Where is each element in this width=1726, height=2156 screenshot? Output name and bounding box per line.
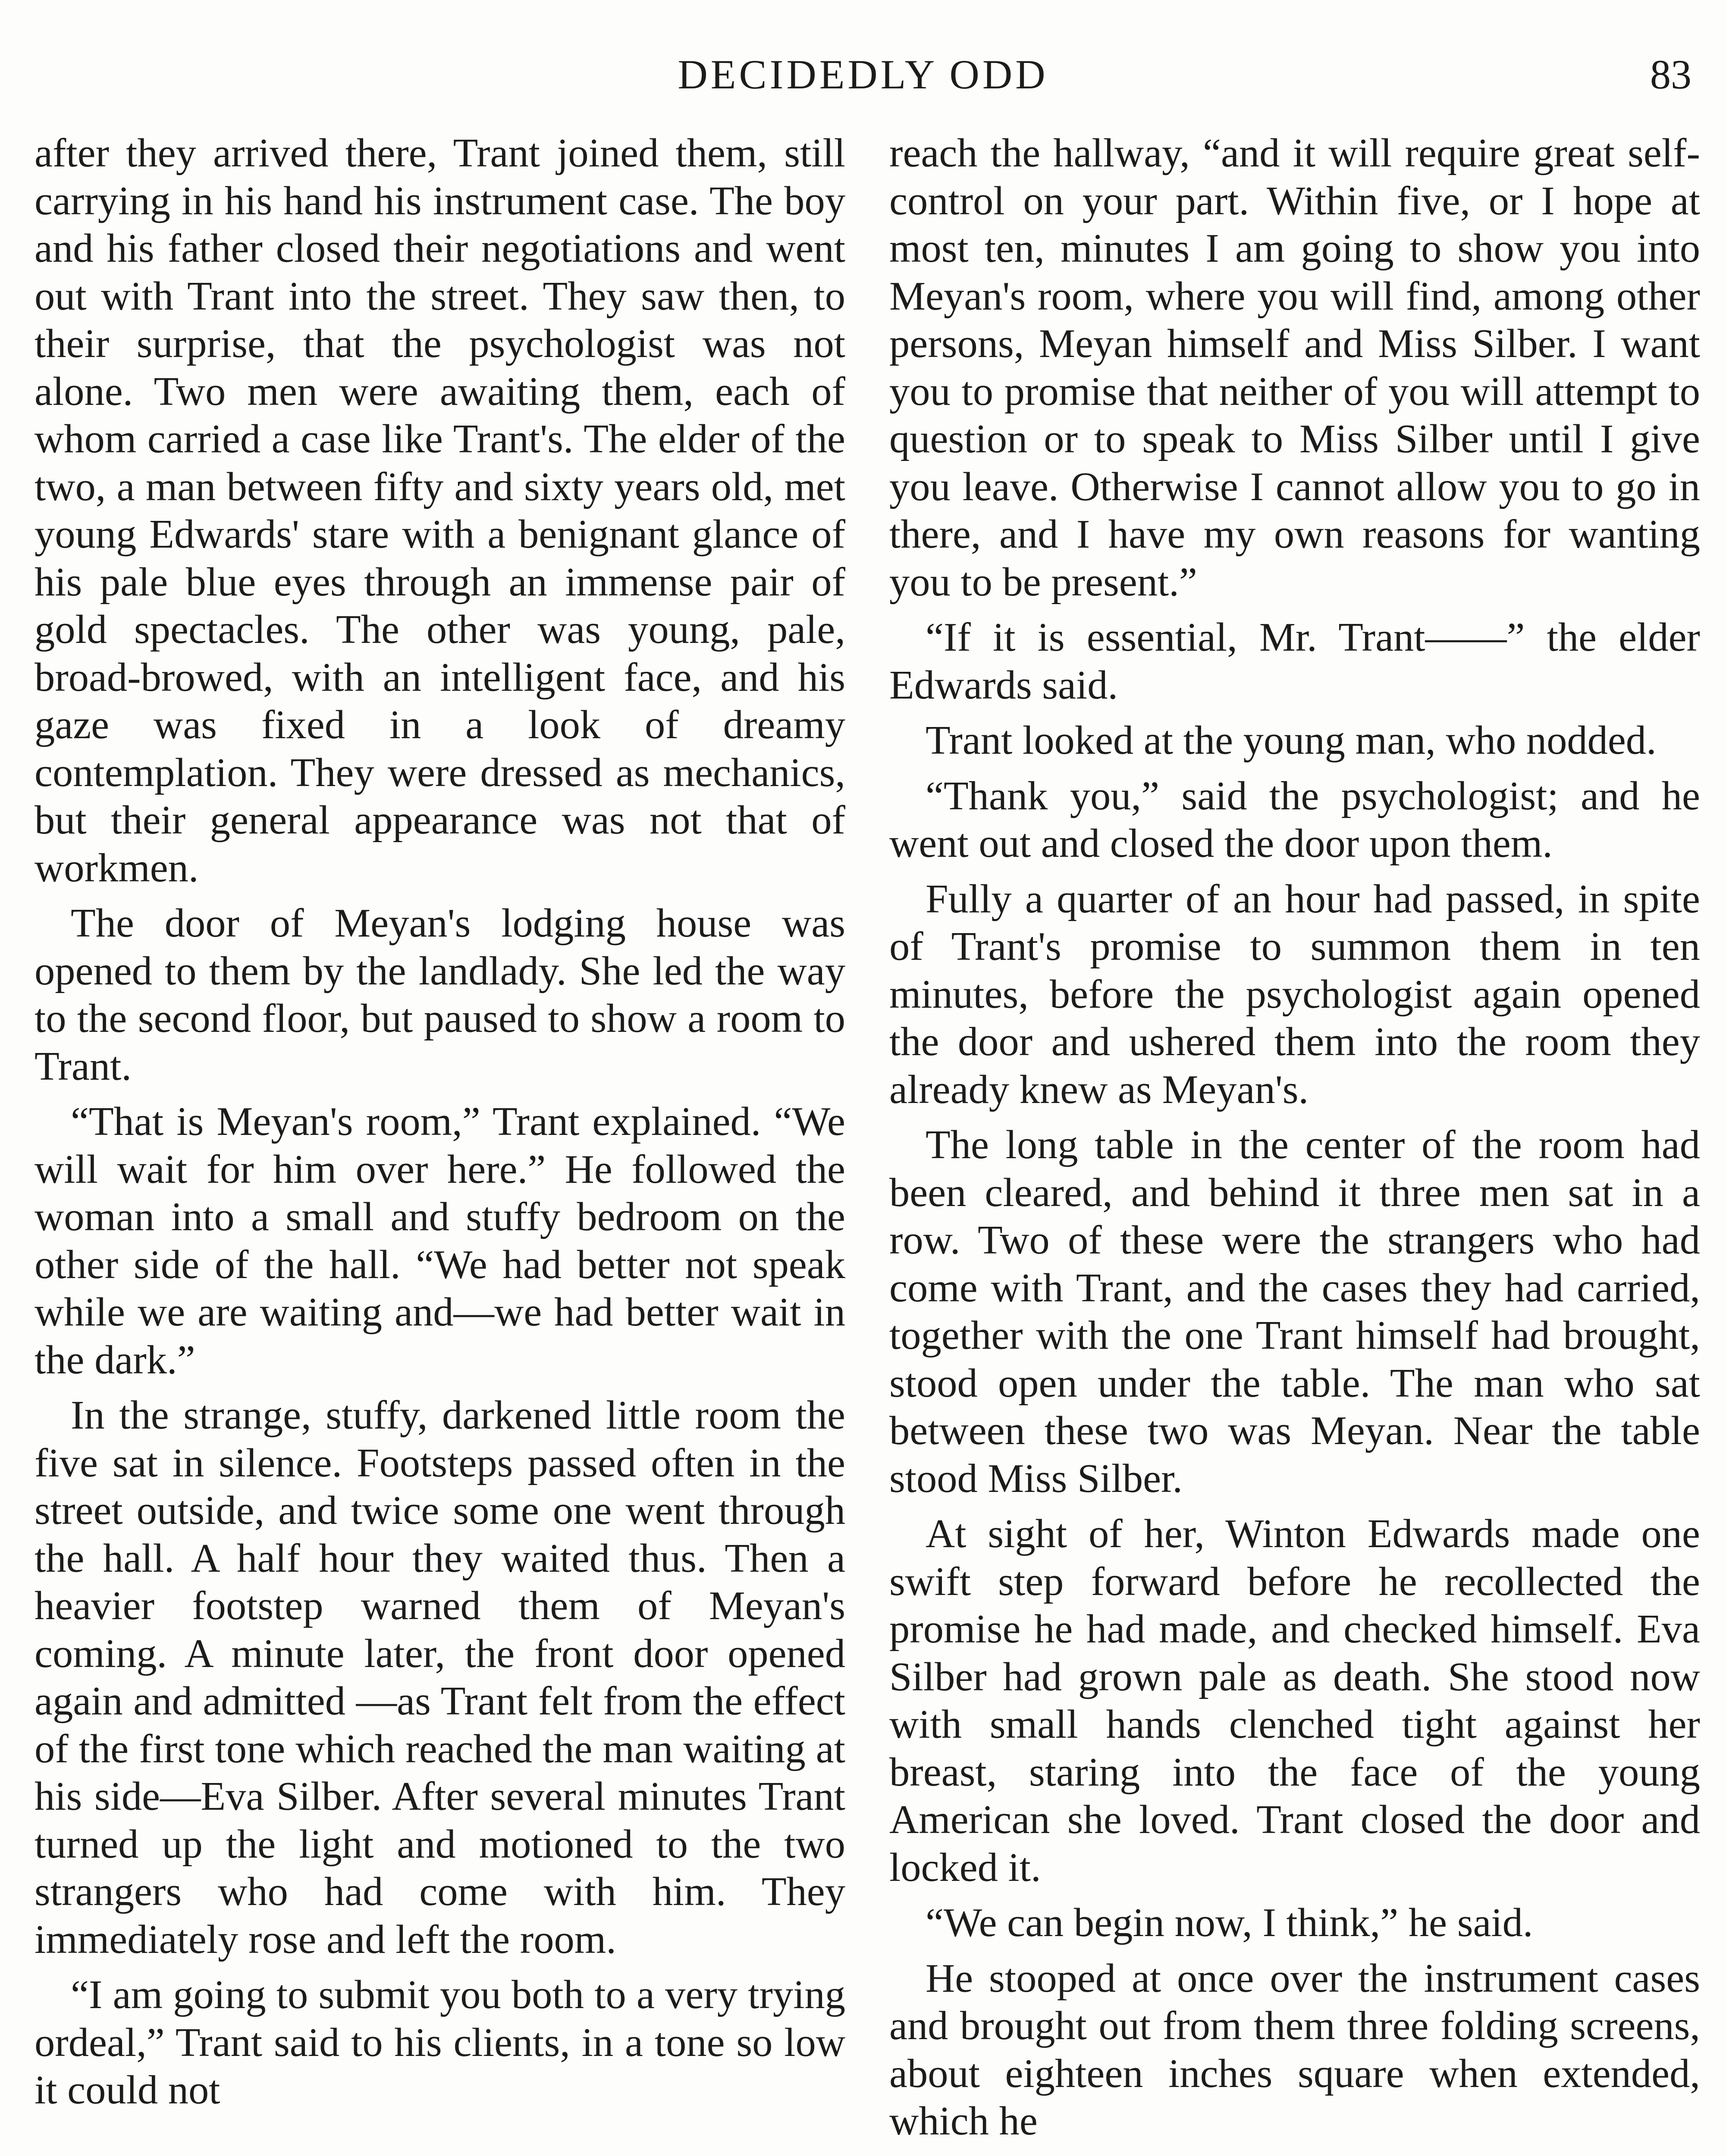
running-head <box>35 47 1691 103</box>
paragraph: The door of Meyan's lodging house was opened to them by the landlady. She led the way to the second floor, but paused to show a room to Trant. <box>35 901 845 1089</box>
page-number: 83 <box>1650 51 1691 97</box>
paragraph: In the strange, stuffy, darkened little room the five sat in silence. Footsteps passed often in the street outside, and twice some one went through the hall. A half hour they waited thus. Then a heavier footstep warned them of Meyan's coming. A minute later, the front door opened again and admitted —as Trant felt from the effect of the first tone which reached the man waiting at his side—Eva Silber. After several minutes Trant turned up the light and motioned to the two strangers who had come with him. They immediately rose and left the room. <box>35 1393 845 1962</box>
paragraph: “We can begin now, I think,” he said. <box>926 1900 1533 1945</box>
paragraph: “That is Meyan's room,” Trant explained. “We will wait for him over here.” He followed the woman into a small and stuffy bedroom on the other side of the hall. “We had better not speak while we are waiting and—we had better wait in the dark.” <box>35 1099 845 1382</box>
paragraph: Trant looked at the young man, who nodded. <box>926 718 1657 763</box>
paragraph: Fully a quarter of an hour had passed, in spite of Trant's promise to summon them in ten minutes, before the psychologist again opened the door and ushered them into the room they already knew as Meyan's. <box>889 876 1700 1112</box>
running-title: DECIDEDLY ODD <box>678 51 1048 97</box>
paragraph: At sight of her, Winton Edwards made one swift step forward before he recollected the promise he had made, and checked himself. Eva Silber had grown pale as death. She stood now with small hands clenched tight against her breast, staring into the face of the young American she loved. Trant closed the door and locked it. <box>889 1511 1700 1890</box>
paragraph: He stooped at once over the instrument cases and brought out from them three folding screens, about eighteen inches square when extended, which he <box>889 1955 1700 2143</box>
paragraph: after they arrived there, Trant joined them, still carrying in his hand his instrument case. The boy and his father closed their negotiations and went out with Trant into the street. They saw then, to their surprise, that the psychologist was not alone. Two men were awaiting them, each of whom carried a case like Trant's. The elder of the two, a man between fifty and sixty years old, met young Edwards' stare with a benignant glance of his pale blue eyes through an immense pair of gold spectacles. The other was young, pale, broad-browed, with an intelligent face, and his gaze was fixed in a look of dreamy contemplation. They were dressed as mechanics, but their general appearance was not that of workmen. <box>35 131 845 890</box>
paragraph: “Thank you,” said the psychologist; and he went out and closed the door upon them. <box>889 773 1700 866</box>
right-column <box>889 129 1700 2145</box>
paragraph: “If it is essential, Mr. Trant——” the elder Edwards said. <box>889 615 1700 708</box>
paragraph: reach the hallway, “and it will require great self-control on your part. Within five, or I hope at most ten, minutes I am going to show you into Meyan's room, where you will find, among other persons, Meyan himself and Miss Silber. I want you to promise that neither of you will attempt to question or to speak to Miss Silber until I give you leave. Otherwise I cannot allow you to go in there, and I have my own reasons for wanting you to be present.” <box>889 131 1700 605</box>
paragraph: “I am going to submit you both to a very trying ordeal,” Trant said to his clients, in a tone so low it could not <box>35 1972 845 2112</box>
left-column <box>35 129 845 2114</box>
paragraph: The long table in the center of the room had been cleared, and behind it three men sat in a row. Two of these were the strangers who had come with Trant, and the cases they had carried, together with the one Trant himself had brought, stood open under the table. The man who sat between these two was Meyan. Near the table stood Miss Silber. <box>889 1122 1700 1501</box>
